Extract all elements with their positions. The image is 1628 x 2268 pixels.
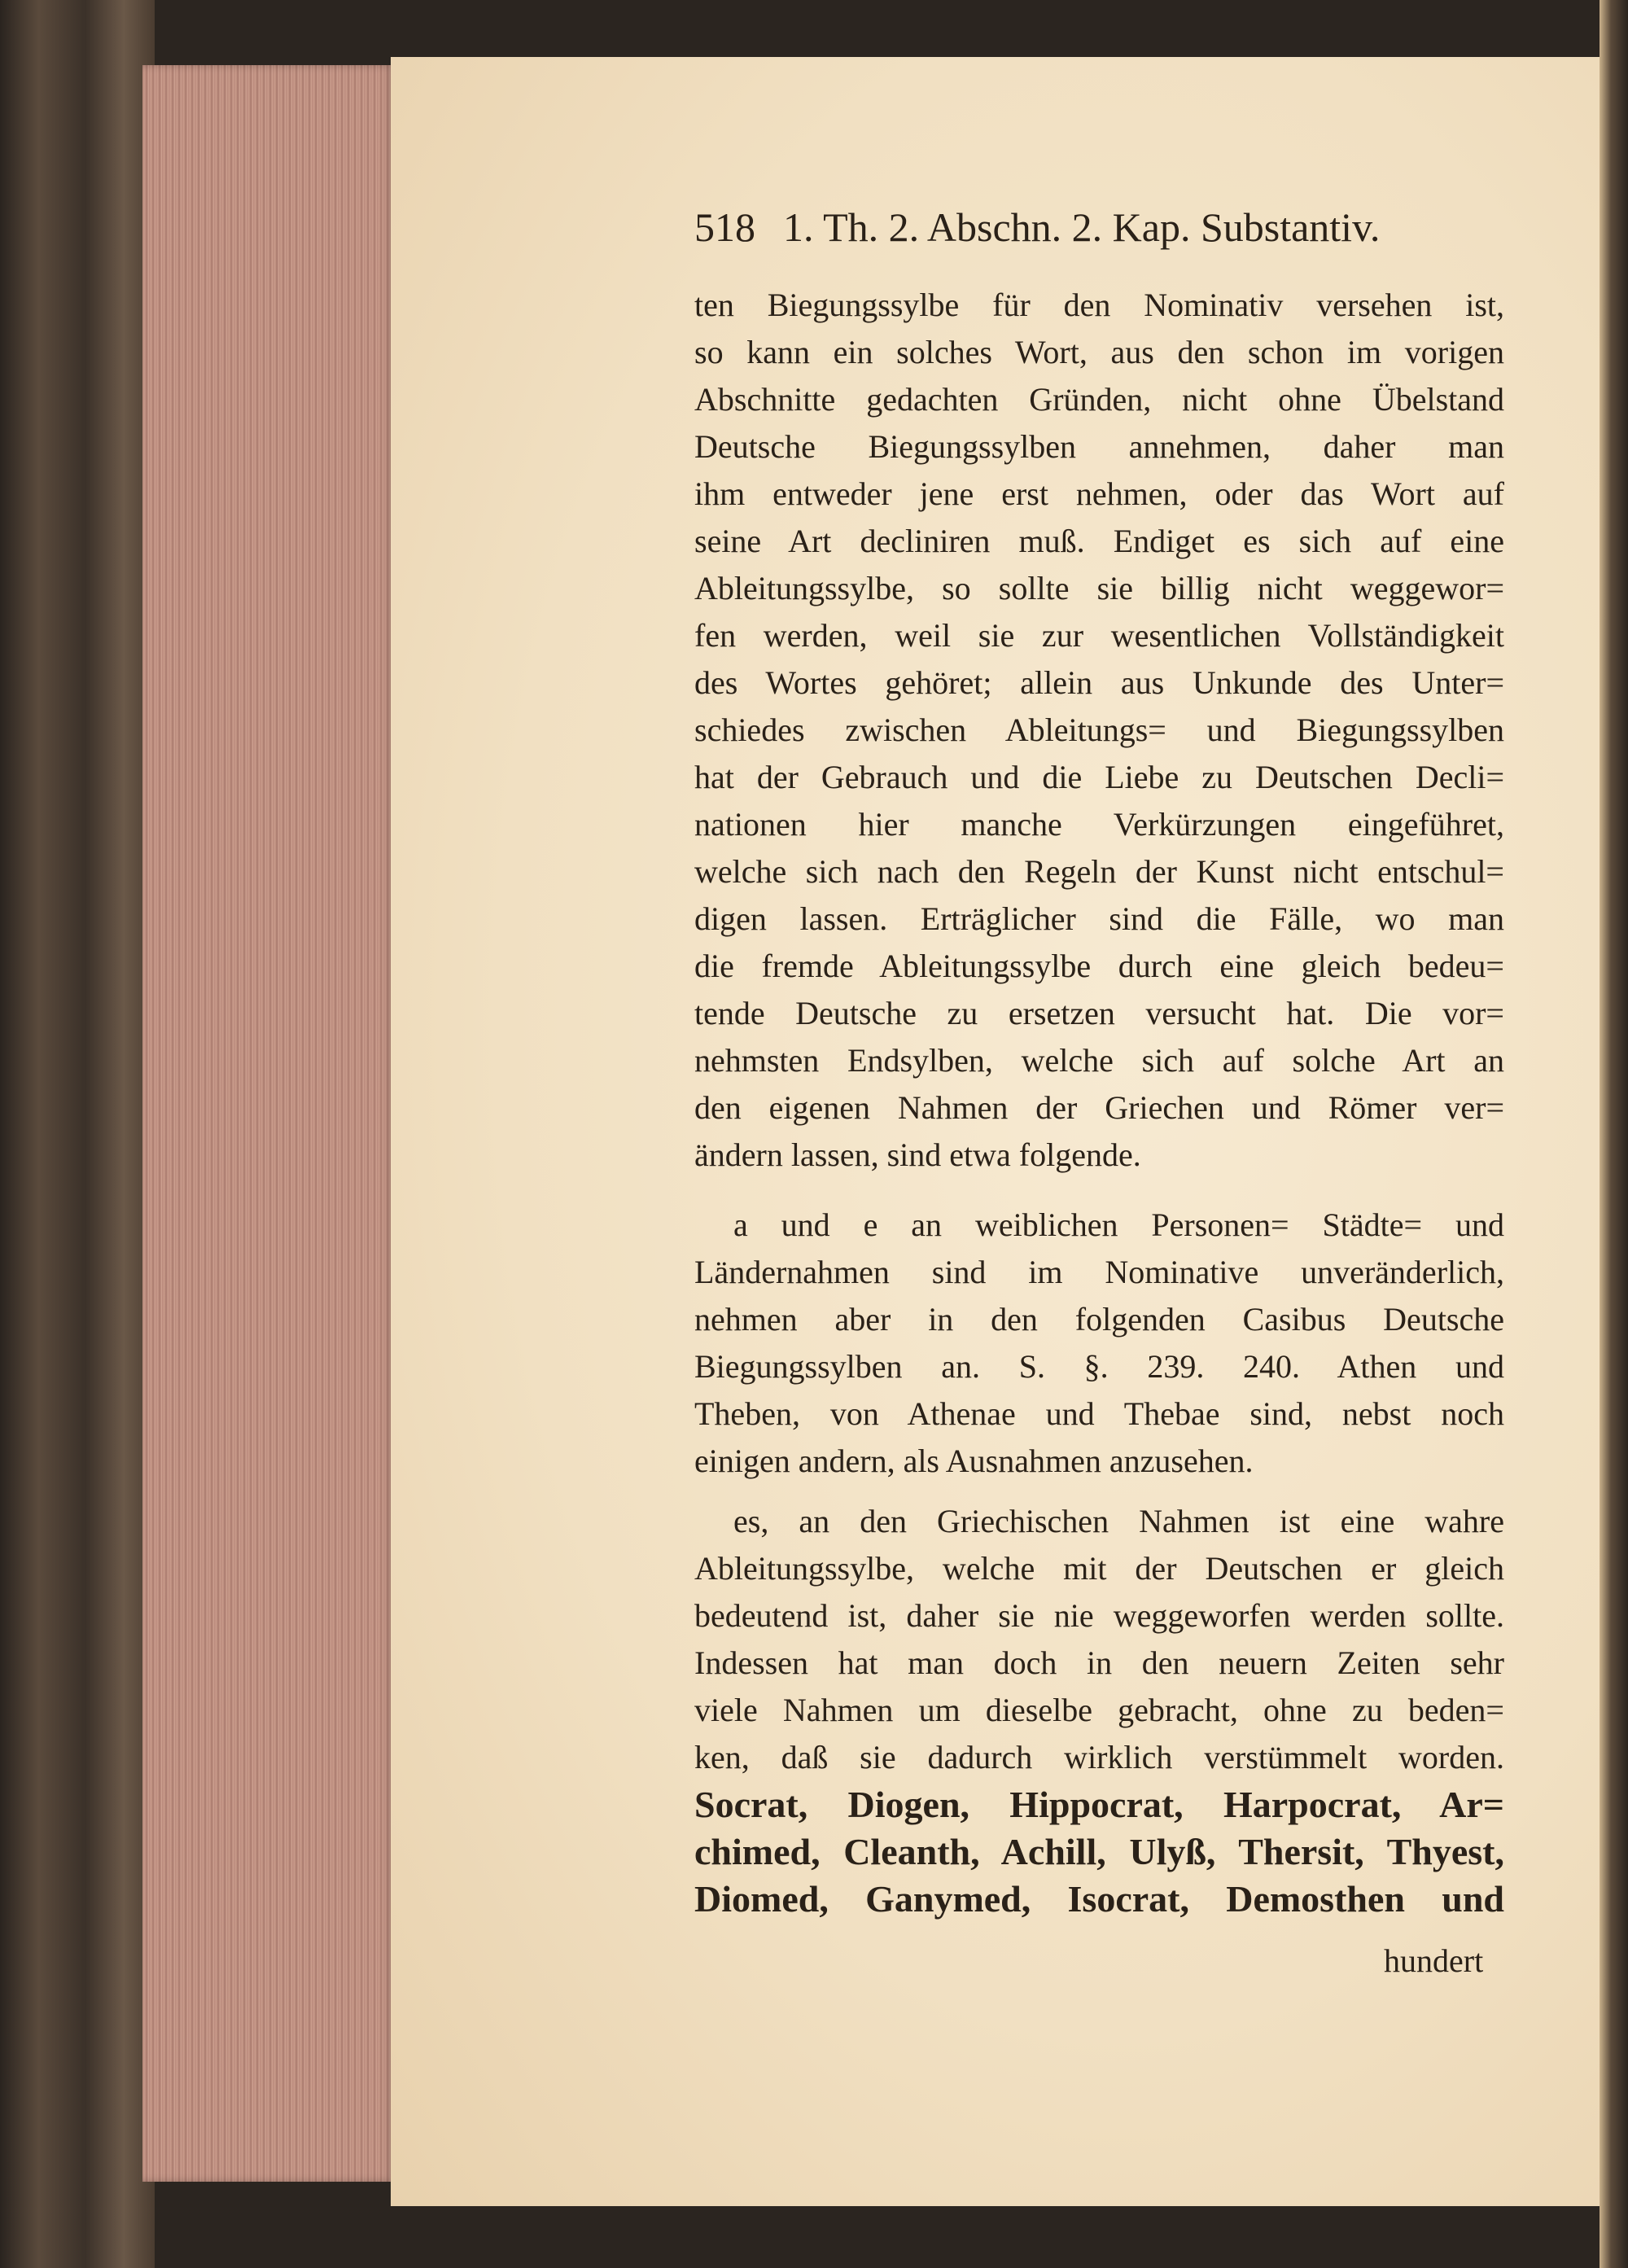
text-line: Ableitungssylbe, welche mit der Deutschen er gleich — [694, 1550, 1504, 1587]
text-line: seine Art decliniren muß. Endiget es sich auf eine — [694, 523, 1504, 559]
text-line: Deutsche Biegungssylben annehmen, daher man — [694, 428, 1504, 465]
running-header — [694, 204, 1508, 251]
text-line: hat der Gebrauch und die Liebe zu Deutschen Decli= — [694, 759, 1504, 795]
book-spine — [0, 0, 155, 2268]
text-line: ken, daß sie dadurch wirklich verstümmelt worden. — [694, 1739, 1504, 1775]
page-number: 518 — [694, 204, 755, 250]
text-line: Socrat, Diogen, Hippocrat, Harpocrat, Ar= — [694, 1784, 1504, 1825]
paragraph-2 — [694, 1202, 1504, 1485]
text-line: es, an den Griechischen Nahmen ist eine wahre — [733, 1503, 1504, 1539]
text-line: digen lassen. Erträglicher sind die Fälle, wo man — [694, 900, 1504, 937]
text-line: nehmsten Endsylben, welche sich auf solche Art an — [694, 1042, 1504, 1079]
text-line: welche sich nach den Regeln der Kunst nicht entschul= — [694, 853, 1504, 890]
paragraph-3 — [694, 1498, 1504, 1923]
text-line: a und e an weiblichen Personen= Städte= und — [733, 1206, 1504, 1243]
text-line: fen werden, weil sie zur wesentlichen Vollständigkeit — [694, 617, 1504, 654]
text-line: einigen andern, als Ausnahmen anzusehen. — [694, 1443, 1254, 1479]
text-line: Diomed, Ganymed, Isocrat, Demosthen und — [694, 1878, 1504, 1920]
text-line: Abschnitte gedachten Gründen, nicht ohne Übelstand — [694, 381, 1504, 418]
book-cover-edge — [1600, 0, 1628, 2268]
catchword: hundert — [1384, 1942, 1484, 1979]
text-line: Theben, von Athenae und Thebae sind, nebst noch — [694, 1395, 1504, 1432]
text-line: viele Nahmen um dieselbe gebracht, ohne zu beden= — [694, 1692, 1504, 1728]
text-line: bedeutend ist, daher sie nie weggeworfen werden sollte. — [694, 1597, 1504, 1634]
text-line: ten Biegungssylbe für den Nominativ versehen ist, — [694, 287, 1504, 323]
text-line: Ländernahmen sind im Nominative unveränderlich, — [694, 1254, 1504, 1290]
text-line: nehmen aber in den folgenden Casibus Deutsche — [694, 1301, 1504, 1338]
text-line: ihm entweder jene erst nehmen, oder das Wort auf — [694, 475, 1504, 512]
text-line: nationen hier manche Verkürzungen eingeführet, — [694, 806, 1504, 843]
text-line: tende Deutsche zu ersetzen versucht hat. Die vor= — [694, 995, 1504, 1031]
running-title: 1. Th. 2. Abschn. 2. Kap. Substantiv. — [783, 204, 1381, 250]
text-line: die fremde Ableitungssylbe durch eine gleich bedeu= — [694, 948, 1504, 984]
text-line: chimed, Cleanth, Achill, Ulyß, Thersit, Thyest, — [694, 1831, 1504, 1872]
text-line: so kann ein solches Wort, aus den schon im vorigen — [694, 334, 1504, 370]
text-line: schiedes zwischen Ableitungs= und Biegungssylben — [694, 711, 1504, 748]
text-line: Ableitungssylbe, so sollte sie billig nicht weggewor= — [694, 570, 1504, 606]
paragraph-1 — [694, 282, 1504, 1179]
text-line: den eigenen Nahmen der Griechen und Römer ver= — [694, 1089, 1504, 1126]
page-edges — [142, 65, 395, 2182]
text-line: des Wortes gehöret; allein aus Unkunde des Unter= — [694, 664, 1504, 701]
text-line: Biegungssylben an. S. §. 239. 240. Athen und — [694, 1348, 1504, 1385]
text-line: Indessen hat man doch in den neuern Zeiten sehr — [694, 1644, 1504, 1681]
text-line: ändern lassen, sind etwa folgende. — [694, 1136, 1141, 1173]
